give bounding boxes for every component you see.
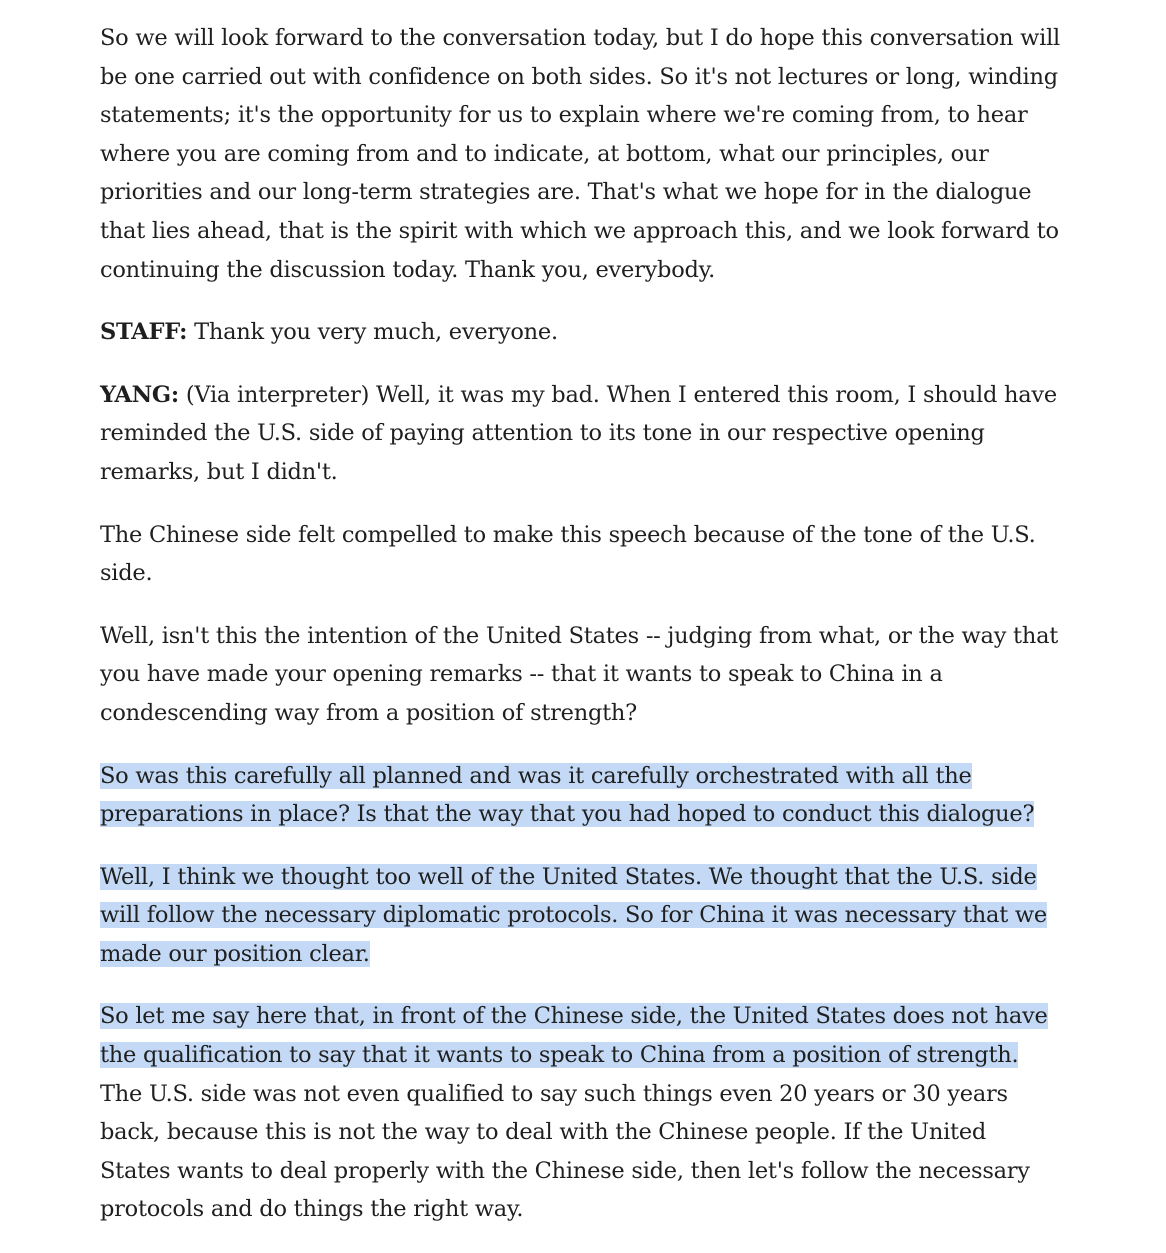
highlighted-text[interactable]: Well, I think we thought too well of the United States. We thought that the U.S. side will follow the necessary diplomatic protocols. So for China it was necessary that we made our position clear. <box>100 863 1047 967</box>
paragraph-intention: Well, isn't this the intention of the United States -- judging from what, or the way that you have made your opening remarks -- that it wants to speak to China in a condescending way from a position of strength? <box>100 622 1059 726</box>
paragraph-position-of-strength <box>100 997 1060 1229</box>
paragraph-chinese-side: The Chinese side felt compelled to make this speech because of the tone of the U.S. side. <box>100 521 1036 587</box>
paragraph-yang <box>100 376 1060 492</box>
paragraph-closing-remarks: So we will look forward to the conversation today, but I do hope this conversation will be one carried out with confidence on both sides. So it's not lectures or long, winding statements; it's the opportunity for us to explain where we're coming from, to hear where you are coming from and to indicate, at bottom, what our principles, our priorities and our long-term strategies are. That's what we hope for in the dialogue that lies ahead, that is the spirit with which we approach this, and we look forward to continuing the discussion today. Thank you, everybody. <box>100 25 1060 283</box>
paragraph-text: The U.S. side was not even qualified to say such things even 20 years or 30 years back, because this is not the way to deal with the Chinese people. If the United States wants to deal properly with the Chinese side, then let's follow the necessary protocols and do things the right way. <box>100 1080 1030 1223</box>
paragraph-thought-too-well <box>100 858 1060 974</box>
speaker-label: YANG: <box>100 381 179 408</box>
paragraph-orchestrated <box>100 757 1060 834</box>
paragraph-text: (Via interpreter) Well, it was my bad. When I entered this room, I should have reminded the U.S. side of paying attention to its tone in our respective opening remarks, but I didn't. <box>100 381 1057 485</box>
highlighted-text[interactable]: So was this carefully all planned and was it carefully orchestrated with all the preparations in place? Is that the way that you had hoped to conduct this dialogue? <box>100 762 1035 828</box>
speaker-label: STAFF: <box>100 319 188 346</box>
highlighted-text[interactable]: So let me say here that, in front of the Chinese side, the United States does not have the qualification to say that it wants to speak to China from a position of strength. <box>100 1003 1048 1069</box>
paragraph-text: Thank you very much, everyone. <box>194 319 558 346</box>
article-body <box>100 19 1060 1253</box>
paragraph-staff <box>100 313 1060 352</box>
